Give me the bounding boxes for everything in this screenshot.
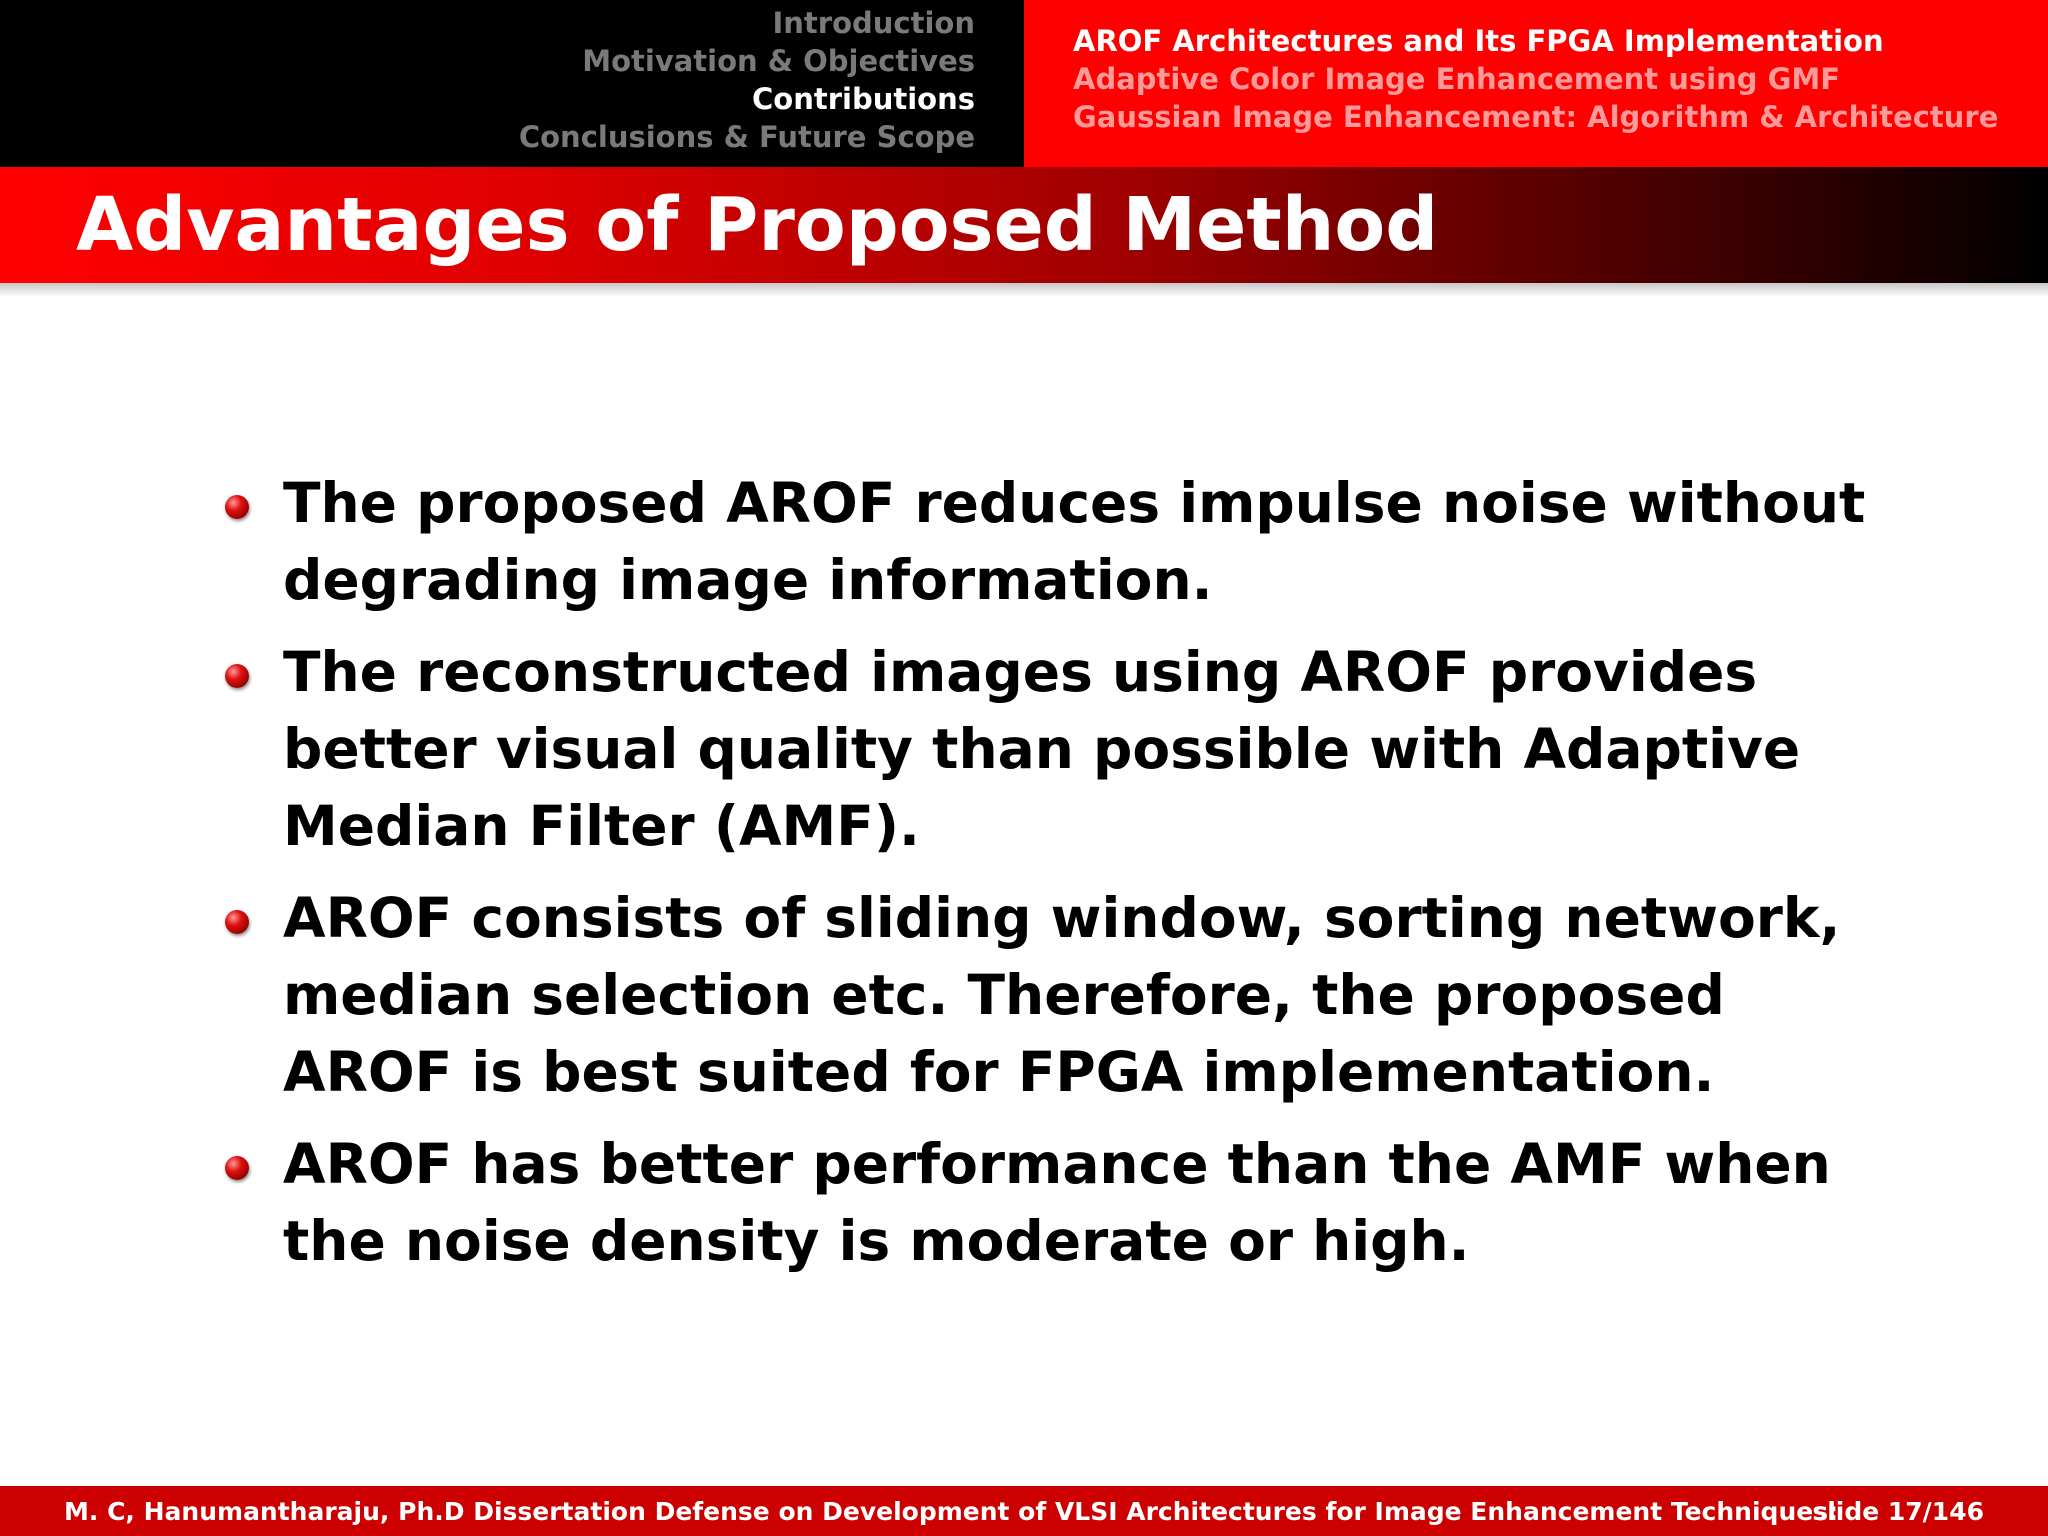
bullet-ball-icon (225, 1156, 249, 1180)
bullet-item (225, 634, 1875, 865)
footer-bar (0, 1486, 2048, 1536)
bullet-item (225, 465, 1875, 619)
bullet-item (225, 1126, 1875, 1280)
bullet-list (225, 465, 1875, 1295)
section-navigation (0, 0, 1024, 167)
subsection-list (1073, 22, 1998, 136)
nav-subsection-gaussian[interactable]: Gaussian Image Enhancement: Algorithm & Architecture (1073, 100, 1999, 134)
footer-author-title: M. C, Hanumantharaju, Ph.D Dissertation Defense on Development of VLSI Architectures for Image Enhancement Techniques: (64, 1497, 1839, 1526)
nav-section-motivation[interactable]: Motivation & Objectives (582, 44, 975, 78)
nav-section-contributions[interactable]: Contributions (752, 82, 975, 116)
frame-title: Advantages of Proposed Method (76, 182, 1439, 268)
section-list (519, 4, 975, 156)
nav-subsection-gmf[interactable]: Adaptive Color Image Enhancement using GMF (1073, 62, 1841, 96)
slide-number: slide 17/146 (1812, 1497, 1984, 1526)
nav-subsection-arof[interactable]: AROF Architectures and Its FPGA Implementation (1073, 24, 1884, 58)
title-bar-shadow (0, 283, 2048, 297)
nav-section-introduction[interactable]: Introduction (772, 6, 975, 40)
bullet-text: AROF has better performance than the AMF when the noise density is moderate or high. (283, 1132, 1831, 1273)
bullet-text: AROF consists of sliding window, sorting network, median selection etc. Therefore, the proposed AROF is best suited for FPGA implementation. (283, 886, 1841, 1104)
bullet-item (225, 880, 1875, 1111)
bullet-text: The reconstructed images using AROF provides better visual quality than possible with Adaptive Median Filter (AMF). (283, 640, 1801, 858)
subsection-navigation (1024, 0, 2048, 167)
bullet-text: The proposed AROF reduces impulse noise without degrading image information. (283, 471, 1866, 612)
frame-title-bar (0, 167, 2048, 283)
bullet-ball-icon (225, 664, 249, 688)
bullet-ball-icon (225, 910, 249, 934)
bullet-ball-icon (225, 495, 249, 519)
nav-section-conclusions[interactable]: Conclusions & Future Scope (518, 120, 975, 154)
